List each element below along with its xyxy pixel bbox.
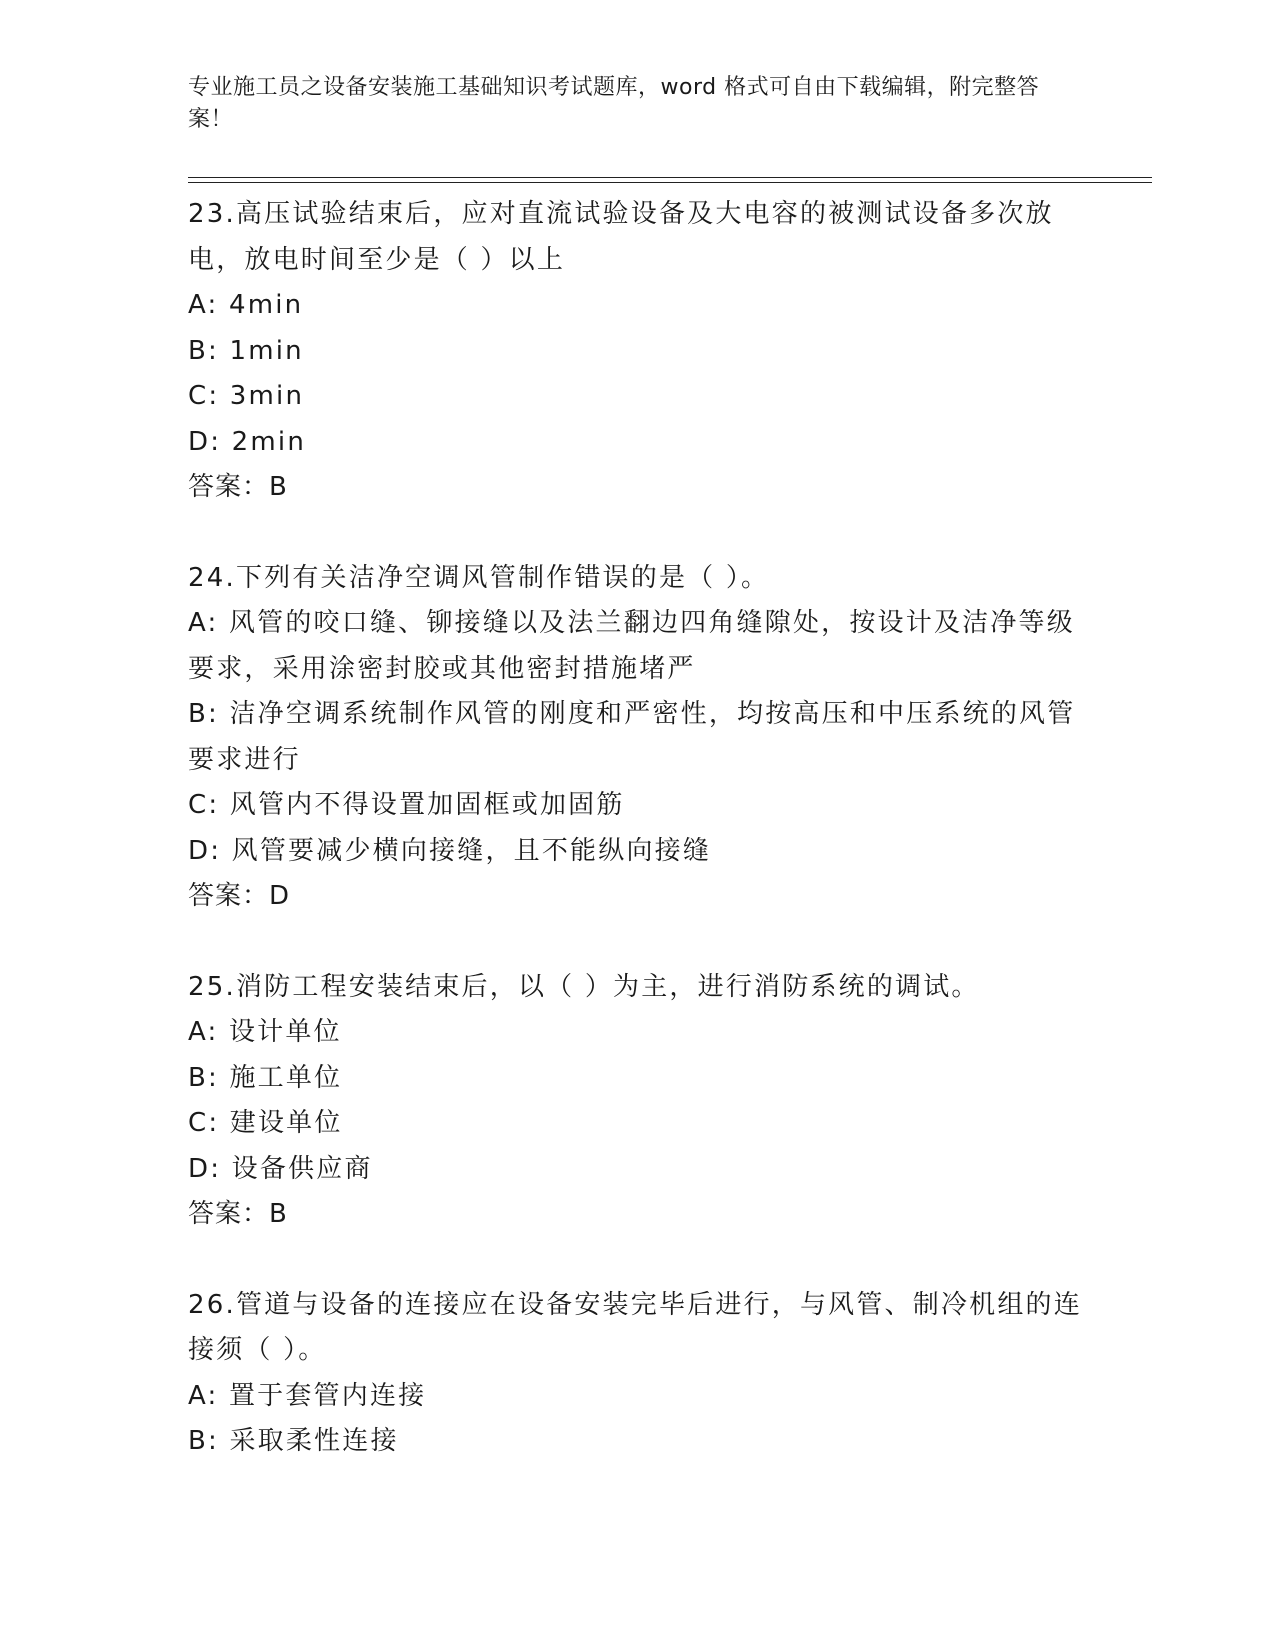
- question-23: [188, 192, 1088, 511]
- option-a: A: 置于套管内连接: [188, 1380, 427, 1411]
- option-b: B: 施工单位: [188, 1062, 343, 1093]
- answer-line: 答案：B: [188, 1199, 288, 1229]
- question-26: [188, 1283, 1088, 1465]
- answer-line: 答案：B: [188, 472, 288, 502]
- question-spacer: [188, 511, 1088, 556]
- option-a: A: 4min: [188, 290, 304, 320]
- question-stem: 24.下列有关洁净空调风管制作错误的是（ ）。: [188, 562, 770, 593]
- question-stem: 26.管道与设备的连接应在设备安装完毕后进行，与风管、制冷机组的连接须（ ）。: [188, 1289, 1082, 1365]
- option-d: D: 2min: [188, 426, 307, 457]
- option-a: A: 设计单位: [188, 1017, 342, 1047]
- question-list: [188, 192, 1088, 1465]
- header-divider-bottom: [188, 182, 1152, 183]
- option-d: D: 风管要减少横向接缝，且不能纵向接缝: [188, 835, 712, 866]
- question-25: [188, 965, 1088, 1238]
- question-24: [188, 556, 1088, 920]
- option-b: B: 洁净空调系统制作风管的刚度和严密性，均按高压和中压系统的风管要求进行: [188, 699, 1076, 775]
- document-header: 专业施工员之设备安装施工基础知识考试题库，word 格式可自由下载编辑，附完整答案！: [188, 75, 1040, 132]
- option-c: C: 建设单位: [188, 1108, 343, 1138]
- question-stem: 23.高压试验结束后，应对直流试验设备及大电容的被测试设备多次放电，放电时间至少是（ ）以上: [188, 199, 1054, 275]
- option-b: B: 1min: [188, 335, 304, 366]
- option-a: A: 风管的咬口缝、铆接缝以及法兰翻边四角缝隙处，按设计及洁净等级要求，采用涂密封胶或其他密封措施堵严: [188, 608, 1075, 684]
- question-spacer: [188, 1238, 1088, 1283]
- option-b: B: 采取柔性连接: [188, 1426, 399, 1456]
- option-c: C: 风管内不得设置加固框或加固筋: [188, 790, 625, 820]
- question-stem: 25.消防工程安装结束后，以（ ）为主，进行消防系统的调试。: [188, 971, 980, 1002]
- answer-line: 答案：D: [188, 881, 291, 911]
- option-d: D: 设备供应商: [188, 1153, 373, 1184]
- question-spacer: [188, 920, 1088, 965]
- option-c: C: 3min: [188, 381, 305, 411]
- header-divider-top: [188, 177, 1152, 178]
